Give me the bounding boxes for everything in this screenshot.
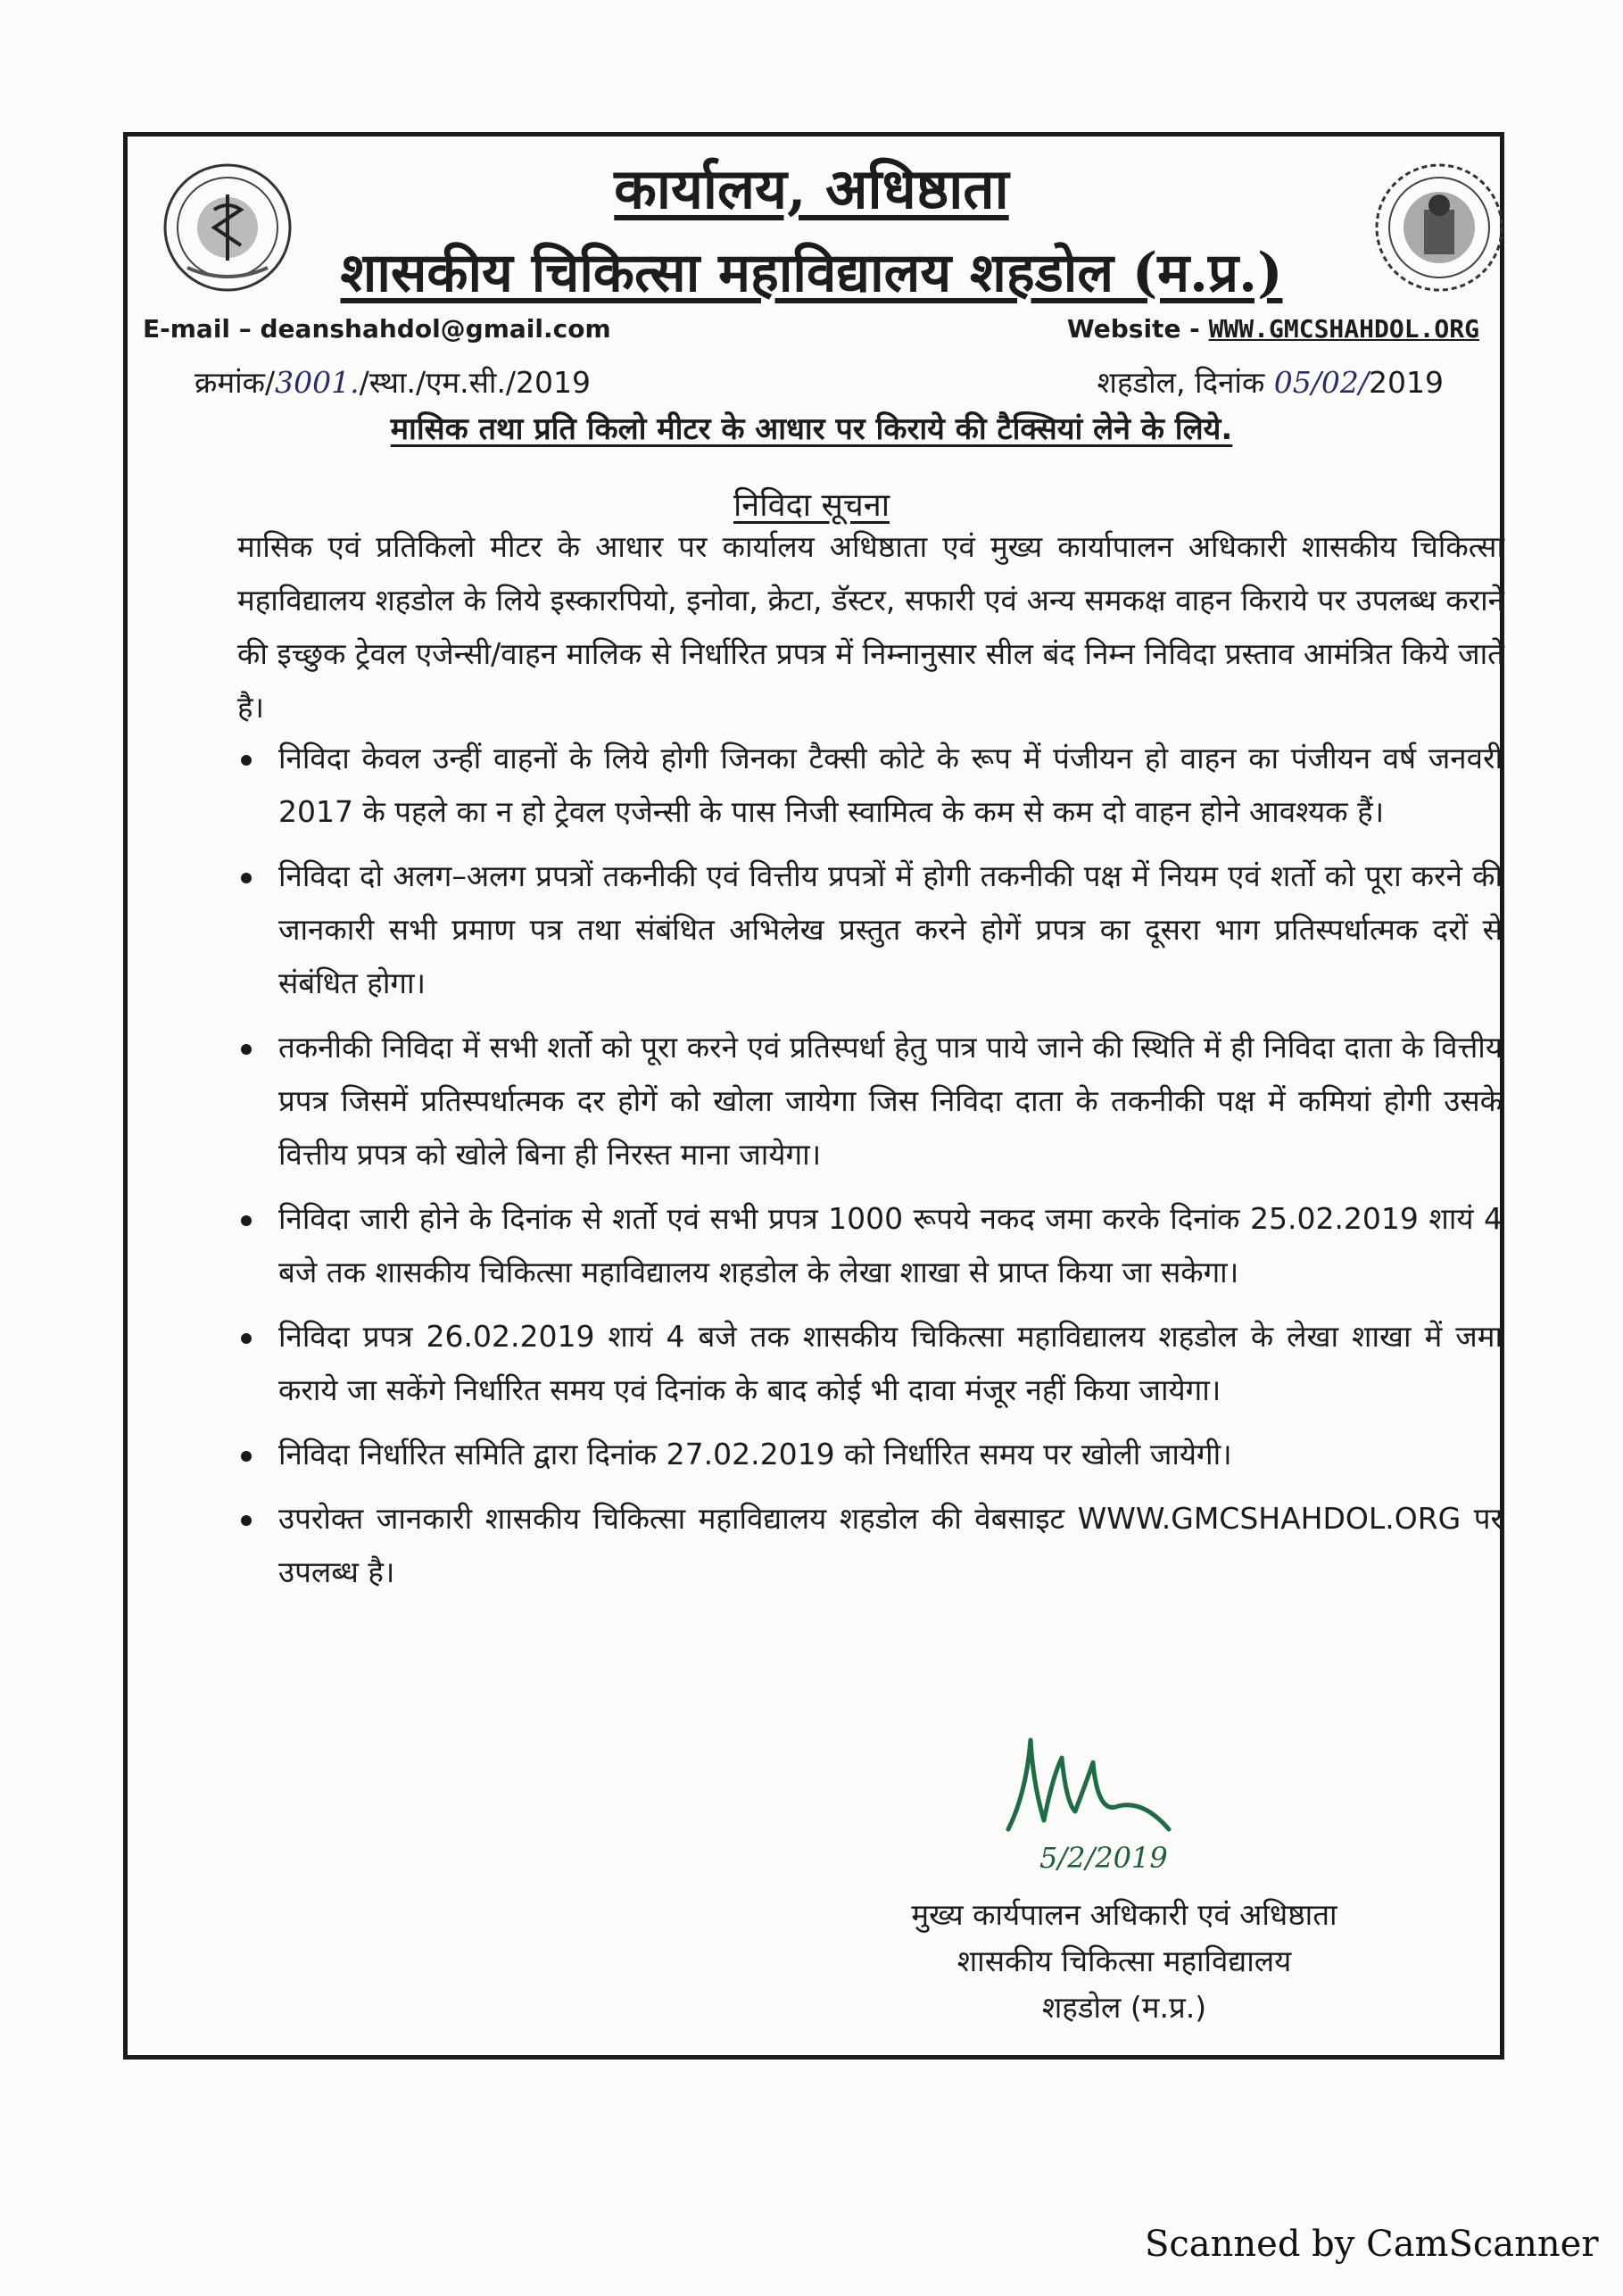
email-address: E-mail – deanshahdol@gmail.com xyxy=(143,314,611,344)
intro-paragraph: मासिक एवं प्रतिकिलो मीटर के आधार पर कार्यालय अधिष्ठाता एवं मुख्य कार्यापालन अधिकारी शासकीय चिकित्सा महाविद्यालय शहडोल के लिये इस्कारपियो, इनोवा, क्रेटा, डॅस्टर, सफारी एवं अन्य समकक्ष वाहन किराये पर उपलब्ध कराने की इच्छुक ट्रेवल एजेन्सी/वाहन मालिक से निर्धारित प्रपत्र में निम्नानुसार सील बंद निम्न निविदा प्रस्ताव आमंत्रित किये जाते है। xyxy=(237,529,1504,725)
reference-line xyxy=(195,361,1444,402)
subject-line: मासिक तथा प्रति किलो मीटर के आधार पर किराये की टैक्सियां लेने के लिये. xyxy=(390,411,1233,447)
signatory-block xyxy=(803,1892,1445,2031)
list-item: उपरोक्त जानकारी शासकीय चिकित्सा महाविद्यालय शहडोल की वेबसाइट WWW.GMCSHAHDOL.ORG पर उपलब्ध है। xyxy=(278,1492,1503,1599)
reference-prefix: क्रमांक/ xyxy=(195,365,276,400)
reference-date xyxy=(1097,361,1445,402)
date-month: 02/ xyxy=(1321,365,1370,400)
college-title: शासकीय चिकित्सा महाविद्यालय शहडोल (म.प्र.) xyxy=(340,242,1283,304)
conditions-list xyxy=(278,732,1503,1610)
scanner-watermark: Scanned by CamScanner xyxy=(1145,2224,1599,2265)
website-info xyxy=(1067,314,1479,344)
signatory-designation: मुख्य कार्यपालन अधिकारी एवं अधिष्ठाता xyxy=(911,1897,1337,1932)
date-prefix: शहडोल, दिनांक xyxy=(1097,365,1265,400)
reference-handwritten-number: 3001. xyxy=(275,365,360,400)
signatory-location: शहडोल (म.प्र.) xyxy=(1041,1990,1207,2025)
list-item: निविदा प्रपत्र 26.02.2019 शायं 4 बजे तक शासकीय चिकित्सा महाविद्यालय शहडोल के लेखा शाखा में जमा कराये जा सकेंगे निर्धारित समय एवं दिनांक के बाद कोई भी दावा मंजूर नहीं किया जायेगा। xyxy=(278,1310,1503,1417)
date-year: 2019 xyxy=(1369,365,1444,400)
notice-title: निविदा सूचना xyxy=(733,487,890,524)
website-url: WWW.GMCSHAHDOL.ORG xyxy=(1208,314,1479,344)
list-item: तकनीकी निविदा में सभी शर्तो को पूरा करने एवं प्रतिस्पर्धा हेतु पात्र पाये जाने की स्थिति में ही निविदा दाता के वित्तीय प्रपत्र जिसमें प्रतिस्पर्धात्मक दर होगें को खोला जायेगा जिस निविदा दाता के तकनीकी पक्ष में कमियां होगी उसके वित्तीय प्रपत्र को खोले बिना ही निरस्त माना जायेगा। xyxy=(278,1021,1503,1181)
reference-number xyxy=(195,361,591,402)
office-title: कार्यालय, अधिष्ठाता xyxy=(614,156,1009,221)
date-day: 05/ xyxy=(1273,365,1321,400)
list-item: निविदा केवल उन्हीं वाहनों के लिये होगी जिनका टैक्सी कोटे के रूप में पंजीयन हो वाहन का पंजीयन वर्ष जनवरी 2017 के पहले का न हो ट्रेवल एजेन्सी के पास निजी स्वामित्व के कम से कम दो वाहन होने आवश्यक हैं। xyxy=(278,732,1503,839)
contact-line xyxy=(132,314,1479,350)
signatory-institution: शासकीय चिकित्सा महाविद्यालय xyxy=(956,1944,1292,1978)
list-item: निविदा जारी होने के दिनांक से शर्तो एवं सभी प्रपत्र 1000 रूपये नकद जमा करके दिनांक 25.02.2019 शायं 4 बजे तक शासकीय चिकित्सा महाविद्यालय शहडोल के लेखा शाखा से प्राप्त किया जा सकेगा। xyxy=(278,1192,1503,1299)
reference-suffix: /स्था./एम.सी./2019 xyxy=(359,365,592,400)
list-item: निविदा दो अलग–अलग प्रपत्रों तकनीकी एवं वित्तीय प्रपत्रों में होगी तकनीकी पक्ष में नियम एवं शर्तो को पूरा करने की जानकारी सभी प्रमाण पत्र तथा संबंधित अभिलेख प्रस्तुत करने होगें प्रपत्र का दूसरा भाग प्रतिस्पर्धात्मक दरों से संबंधित होगा। xyxy=(278,850,1503,1010)
list-item: निविदा निर्धारित समिति द्वारा दिनांक 27.02.2019 को निर्धारित समय पर खोली जायेगी। xyxy=(278,1428,1503,1481)
signature-date: 5/2/2019 xyxy=(1039,1841,1168,1875)
website-label: Website - xyxy=(1066,314,1200,344)
handwritten-signature xyxy=(990,1722,1187,1847)
